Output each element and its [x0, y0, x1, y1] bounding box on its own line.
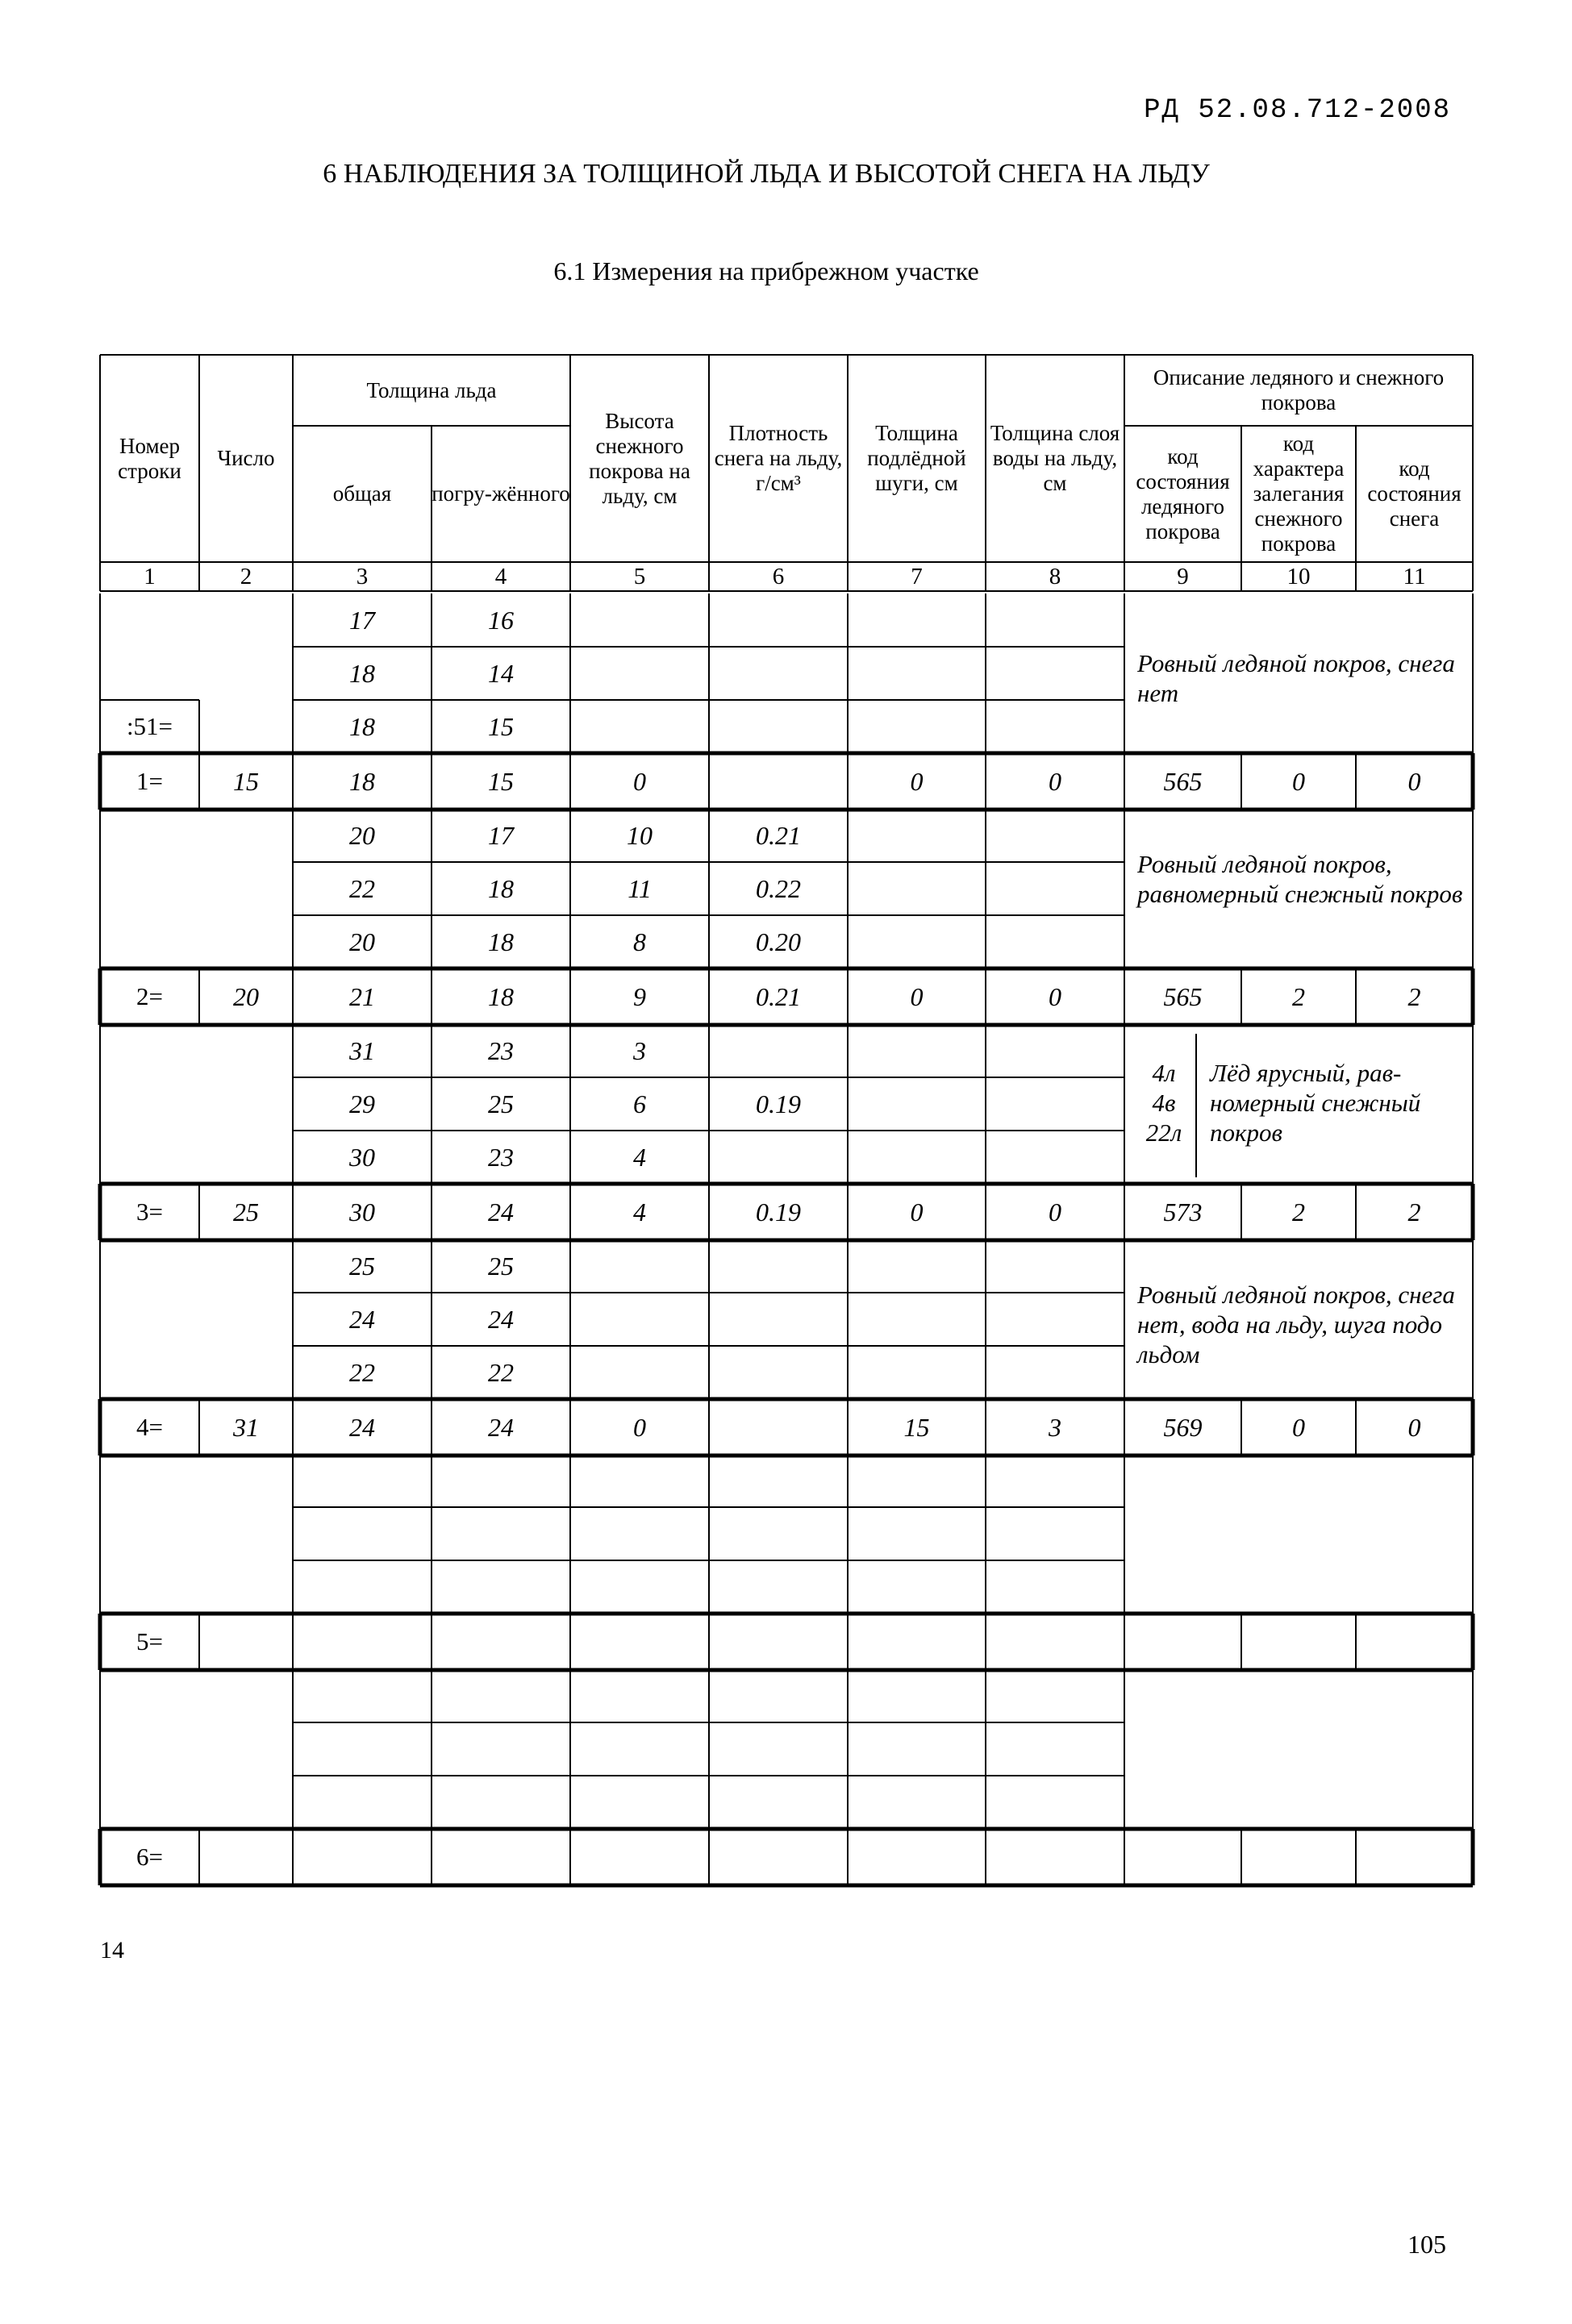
- summary-snow-state-code: 0: [1407, 1412, 1421, 1442]
- column-number: 1: [144, 563, 156, 589]
- slush-thickness-value: [848, 1239, 986, 1293]
- snow-height-value: 11: [628, 873, 652, 903]
- slush-thickness-value: [848, 1077, 986, 1131]
- water-layer-value: [986, 1507, 1124, 1560]
- summary-snow-pattern-code: 0: [1292, 1412, 1305, 1442]
- water-layer-value: [986, 1346, 1124, 1399]
- page-number: 105: [1407, 2230, 1446, 2259]
- water-layer-value: [986, 1722, 1124, 1776]
- ice-total-value: [293, 1507, 432, 1560]
- ice-total-value: 20: [349, 927, 375, 956]
- snow-height-value: [570, 1776, 709, 1829]
- subsection-title: 6.1 Измерения на прибрежном участке: [553, 256, 979, 285]
- snow-height-value: [570, 1239, 709, 1293]
- summary-snow-state-code: [1356, 1829, 1473, 1885]
- water-layer-value: [986, 1024, 1124, 1077]
- summary-snow-density: [709, 1829, 848, 1885]
- slush-thickness-value: [848, 1454, 986, 1507]
- summary-ice-total: 21: [349, 981, 375, 1011]
- ice-submerged-value: 16: [488, 605, 514, 635]
- summary-ice-total: 24: [349, 1412, 375, 1442]
- water-layer-value: [986, 647, 1124, 700]
- snow-height-value: [570, 700, 709, 753]
- water-layer-value: [986, 809, 1124, 862]
- summary-ice-submerged: 24: [488, 1412, 514, 1442]
- ice-layer-codes: [1140, 1058, 1188, 1147]
- summary-slush-thickness: 15: [903, 1412, 930, 1442]
- snow-density-value: 0.22: [756, 873, 801, 903]
- ice-total-value: 22: [349, 1357, 375, 1387]
- summary-day: 15: [233, 766, 259, 796]
- summary-day: 25: [233, 1197, 259, 1227]
- summary-snow-height: 4: [633, 1197, 646, 1227]
- ice-total-value: [293, 1454, 432, 1507]
- summary-ice-total: [293, 1614, 432, 1670]
- ice-submerged-value: [432, 1776, 570, 1829]
- column-number: 10: [1286, 563, 1311, 589]
- summary-snow-height: 0: [633, 766, 646, 796]
- slush-thickness-value: [848, 1722, 986, 1776]
- snow-density-value: 0.19: [756, 1089, 801, 1118]
- ice-total-value: 18: [349, 658, 375, 688]
- snow-density-value: [709, 1293, 848, 1346]
- ice-submerged-value: [432, 1722, 570, 1776]
- header-ice-thickness: Толщина льда: [366, 377, 497, 402]
- water-layer-value: [986, 1077, 1124, 1131]
- slush-thickness-value: [848, 1131, 986, 1184]
- column-number: 8: [1049, 563, 1061, 589]
- ice-total-value: 20: [349, 820, 375, 850]
- column-number: 3: [356, 563, 369, 589]
- header-snow-pattern-code: код характера залегания снежного покрова: [1253, 431, 1345, 556]
- summary-ice-total: 30: [349, 1197, 375, 1227]
- summary-day: [199, 1614, 293, 1670]
- header-ice-submerged: погру-жённого: [432, 481, 570, 506]
- summary-snow-pattern-code: 2: [1292, 981, 1305, 1011]
- slush-thickness-value: [848, 1293, 986, 1346]
- ice-total-value: 17: [349, 605, 375, 635]
- summary-row-label: 2=: [136, 982, 163, 1010]
- slush-thickness-value: [848, 1507, 986, 1560]
- ice-submerged-value: 25: [488, 1251, 514, 1281]
- summary-water-layer: 0: [1049, 981, 1061, 1011]
- snow-density-value: [709, 1722, 848, 1776]
- summary-ice-state-code: 573: [1163, 1197, 1203, 1227]
- column-number: 4: [494, 563, 507, 589]
- summary-ice-submerged: [432, 1829, 570, 1885]
- snow-density-value: [709, 700, 848, 753]
- summary-slush-thickness: 0: [910, 981, 924, 1011]
- summary-snow-pattern-code: 2: [1292, 1197, 1305, 1227]
- block-description: Ровный ледяной покров, снега нет: [1137, 649, 1455, 707]
- column-number: 11: [1403, 563, 1426, 589]
- water-layer-value: [986, 1560, 1124, 1614]
- summary-row-label: 6=: [136, 1843, 163, 1871]
- snow-height-value: 10: [627, 820, 653, 850]
- snow-height-value: [570, 1722, 709, 1776]
- summary-row-label: 1=: [136, 767, 163, 795]
- ice-submerged-value: 18: [488, 927, 514, 956]
- slush-thickness-value: [848, 862, 986, 915]
- summary-snow-state-code: 2: [1407, 1197, 1421, 1227]
- snow-height-value: 3: [633, 1035, 646, 1065]
- ice-submerged-value: [432, 1669, 570, 1722]
- summary-snow-height: [570, 1614, 709, 1670]
- summary-row-label: 3=: [136, 1197, 163, 1226]
- summary-ice-state-code: [1124, 1829, 1241, 1885]
- snow-height-value: [570, 593, 709, 647]
- snow-density-value: [709, 1669, 848, 1722]
- summary-row-label: 5=: [136, 1627, 163, 1656]
- water-layer-value: [986, 593, 1124, 647]
- summary-water-layer: [986, 1829, 1124, 1885]
- ice-submerged-value: 18: [488, 873, 514, 903]
- summary-ice-submerged: 15: [488, 766, 514, 796]
- snow-density-value: [709, 1024, 848, 1077]
- header-snow-height: Высота снежного покрова на льду, см: [589, 408, 690, 508]
- summary-snow-height: 0: [633, 1412, 646, 1442]
- header-description: Описание ледяного и снежного покрова: [1153, 365, 1445, 414]
- snow-density-value: [709, 1454, 848, 1507]
- summary-snow-height: [570, 1829, 709, 1885]
- summary-water-layer: [986, 1614, 1124, 1670]
- summary-snow-state-code: [1356, 1614, 1473, 1670]
- ice-submerged-value: 14: [488, 658, 514, 688]
- header-day: Число: [217, 446, 275, 470]
- ice-submerged-value: [432, 1454, 570, 1507]
- water-layer-value: [986, 1669, 1124, 1722]
- summary-water-layer: 0: [1049, 766, 1061, 796]
- summary-day: [199, 1829, 293, 1885]
- header-snow-state-code: код состояния снега: [1367, 456, 1462, 531]
- snow-height-value: [570, 1346, 709, 1399]
- ice-submerged-value: 25: [488, 1089, 514, 1118]
- ice-submerged-value: 15: [488, 711, 514, 741]
- ice-total-value: [293, 1722, 432, 1776]
- snow-height-value: [570, 647, 709, 700]
- snow-height-value: 6: [633, 1089, 646, 1118]
- snow-height-value: [570, 1560, 709, 1614]
- column-number: 6: [772, 563, 785, 589]
- ice-layer-code: 22л: [1145, 1118, 1182, 1147]
- summary-row-label: 4=: [136, 1413, 163, 1441]
- summary-day: 20: [233, 981, 259, 1011]
- ice-submerged-value: 22: [488, 1357, 514, 1387]
- snow-density-value: [709, 1776, 848, 1829]
- snow-height-value: 8: [633, 927, 646, 956]
- ice-submerged-value: 23: [488, 1142, 514, 1172]
- section-title: 6 НАБЛЮДЕНИЯ ЗА ТОЛЩИНОЙ ЛЬДА И ВЫСОТОЙ СНЕГА НА ЛЬДУ: [323, 159, 1210, 189]
- snow-density-value: [709, 647, 848, 700]
- header-snow-density: Плотность снега на льду, г/см³: [714, 421, 843, 495]
- slush-thickness-value: [848, 1776, 986, 1829]
- summary-water-layer: 3: [1049, 1412, 1061, 1442]
- ice-total-value: 25: [349, 1251, 375, 1281]
- summary-snow-density: 0.21: [756, 981, 801, 1011]
- summary-ice-state-code: 569: [1163, 1412, 1203, 1442]
- summary-ice-submerged: 24: [488, 1197, 514, 1227]
- snow-density-value: [709, 1239, 848, 1293]
- summary-ice-submerged: [432, 1614, 570, 1670]
- summary-ice-state-code: 565: [1163, 766, 1203, 796]
- slush-thickness-value: [848, 1669, 986, 1722]
- snow-height-value: [570, 1507, 709, 1560]
- summary-snow-pattern-code: [1241, 1829, 1356, 1885]
- snow-height-value: [570, 1293, 709, 1346]
- document-code: РД 52.08.712-2008: [1144, 95, 1451, 126]
- slush-thickness-value: [848, 809, 986, 862]
- ice-layer-code: 4л: [1152, 1059, 1176, 1087]
- column-number: 5: [633, 563, 646, 589]
- slush-thickness-value: [848, 593, 986, 647]
- snow-density-value: 0.20: [756, 927, 801, 956]
- water-layer-value: [986, 1776, 1124, 1829]
- summary-snow-state-code: 2: [1407, 981, 1421, 1011]
- ice-submerged-value: [432, 1507, 570, 1560]
- summary-slush-thickness: [848, 1614, 986, 1670]
- block-description: Ровный ледяной покров, снега нет, вода на льду, шуга подо льдом: [1137, 1281, 1455, 1368]
- summary-snow-density: [709, 1614, 848, 1670]
- water-layer-value: [986, 1454, 1124, 1507]
- summary-slush-thickness: 0: [910, 1197, 924, 1227]
- ice-submerged-value: 17: [488, 820, 514, 850]
- ice-total-value: [293, 1669, 432, 1722]
- slush-thickness-value: [848, 647, 986, 700]
- ice-total-value: [293, 1776, 432, 1829]
- inner-page-number: 14: [100, 1937, 124, 1964]
- block-description: Ровный ледяной покров, равномерный снежный покров: [1137, 850, 1463, 908]
- block-description: Лёд ярусный, рав-номерный снежный покров: [1210, 1059, 1421, 1147]
- snow-height-value: [570, 1669, 709, 1722]
- header-ice-state-code: код состояния ледяного покрова: [1136, 444, 1230, 544]
- slush-thickness-value: [848, 1560, 986, 1614]
- snow-density-value: [709, 1346, 848, 1399]
- snow-density-value: 0.21: [756, 820, 801, 850]
- summary-ice-submerged: 18: [488, 981, 514, 1011]
- slush-thickness-value: [848, 1024, 986, 1077]
- header-water-layer: Толщина слоя воды на льду, см: [990, 421, 1120, 495]
- water-layer-value: [986, 700, 1124, 753]
- water-layer-value: [986, 862, 1124, 915]
- summary-day: 31: [233, 1412, 259, 1442]
- header-row-number: Номер строки: [118, 433, 181, 483]
- snow-density-value: [709, 1131, 848, 1184]
- ice-layer-code: 4в: [1152, 1089, 1176, 1117]
- ice-total-value: 29: [349, 1089, 375, 1118]
- summary-water-layer: 0: [1049, 1197, 1061, 1227]
- summary-slush-thickness: 0: [910, 766, 924, 796]
- slush-thickness-value: [848, 1346, 986, 1399]
- ice-submerged-value: 24: [488, 1304, 514, 1334]
- summary-snow-density: 0.19: [756, 1197, 801, 1227]
- snow-density-value: [709, 1560, 848, 1614]
- summary-slush-thickness: [848, 1829, 986, 1885]
- ice-total-value: 22: [349, 873, 375, 903]
- summary-ice-state-code: 565: [1163, 981, 1203, 1011]
- ice-total-value: 31: [349, 1035, 375, 1065]
- slush-thickness-value: [848, 700, 986, 753]
- water-layer-value: [986, 1131, 1124, 1184]
- summary-snow-state-code: 0: [1407, 766, 1421, 796]
- ice-total-value: 18: [349, 711, 375, 741]
- ice-submerged-value: 23: [488, 1035, 514, 1065]
- ice-total-value: 30: [349, 1142, 375, 1172]
- column-number: 7: [911, 563, 923, 589]
- summary-snow-pattern-code: 0: [1292, 766, 1305, 796]
- summary-snow-density: [709, 1399, 848, 1456]
- snow-density-value: [709, 1507, 848, 1560]
- water-layer-value: [986, 915, 1124, 968]
- summary-ice-total: [293, 1829, 432, 1885]
- summary-ice-total: 18: [349, 766, 375, 796]
- snow-density-value: [709, 593, 848, 647]
- summary-snow-density: [709, 753, 848, 810]
- ice-total-value: 24: [349, 1304, 375, 1334]
- summary-snow-height: 9: [633, 981, 646, 1011]
- header-slush-thickness: Толщина подлёдной шуги, см: [867, 421, 966, 495]
- station-marker: :51=: [126, 712, 173, 740]
- water-layer-value: [986, 1239, 1124, 1293]
- summary-snow-pattern-code: [1241, 1614, 1356, 1670]
- snow-height-value: 4: [633, 1142, 646, 1172]
- column-number: 2: [240, 563, 252, 589]
- slush-thickness-value: [848, 915, 986, 968]
- ice-submerged-value: [432, 1560, 570, 1614]
- snow-height-value: [570, 1454, 709, 1507]
- ice-total-value: [293, 1560, 432, 1614]
- water-layer-value: [986, 1293, 1124, 1346]
- header-ice-total: общая: [332, 481, 392, 506]
- summary-ice-state-code: [1124, 1614, 1241, 1670]
- column-number: 9: [1177, 563, 1189, 589]
